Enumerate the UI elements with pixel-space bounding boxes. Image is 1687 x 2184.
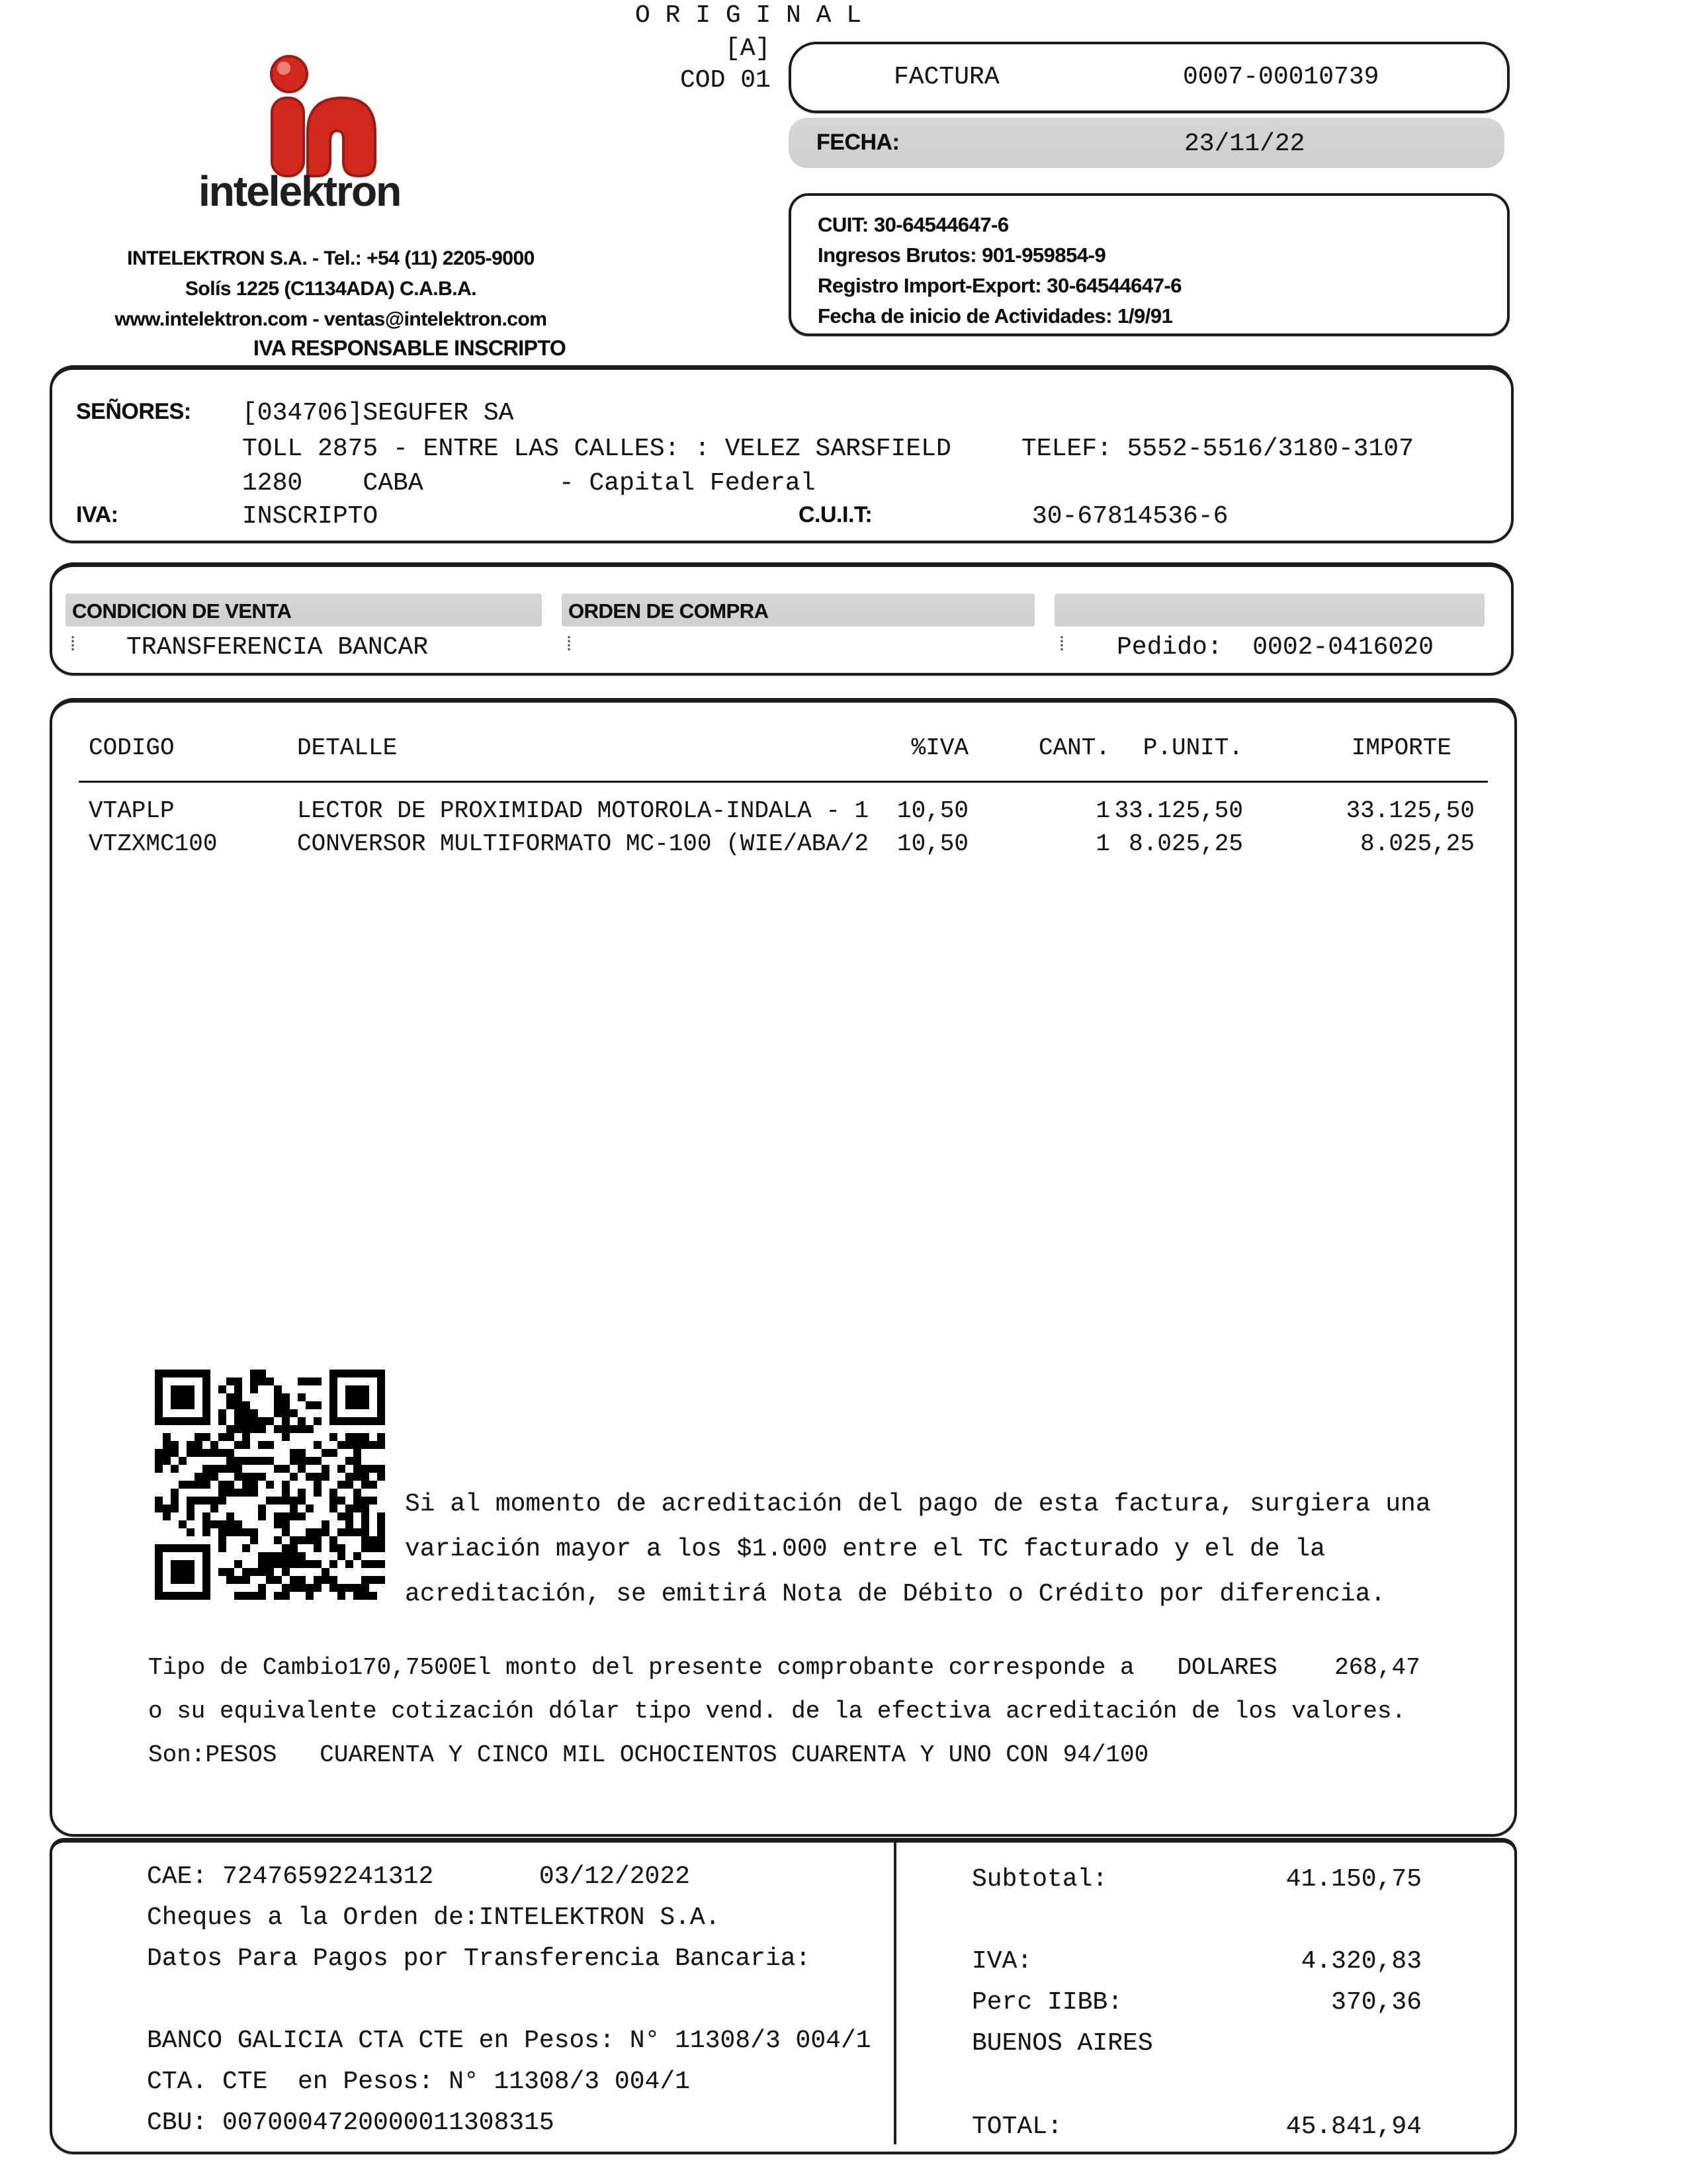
col-header-importe: IMPORTE: [1351, 734, 1451, 762]
pedido-band: [1055, 593, 1485, 627]
company-line-1: INTELEKTRON S.A. - Tel.: +54 (11) 2205-9000: [127, 247, 535, 269]
iva-total-value: 4.320,83: [1301, 1947, 1422, 1976]
customer-address: TOLL 2875 - ENTRE LAS CALLES: : VELEZ SARSFIELD: [242, 435, 951, 463]
iva-total-label: IVA:: [972, 1947, 1033, 1976]
footer-box: [50, 1838, 1517, 2154]
qr-note-line-2: variación mayor a los $1.000 entre el TC facturado y el de la: [405, 1535, 1326, 1563]
intelektron-logo-icon: [261, 54, 380, 180]
col-header-punit: P.UNIT.: [1143, 734, 1243, 762]
customer-cuit-value: 30-67814536-6: [1032, 502, 1229, 531]
company-tax-box: [789, 193, 1510, 336]
customer-name: [034706]SEGUFER SA: [242, 399, 514, 427]
col-header-iva: %IVA: [911, 734, 969, 762]
copy-type-original: O R I G I N A L: [635, 1, 862, 30]
senores-label: SEÑORES:: [76, 399, 191, 424]
cta-line: CTA. CTE en Pesos: N° 11308/3 004/1: [147, 2068, 690, 2096]
fecha-value: 23/11/22: [1184, 130, 1305, 158]
qr-code: [155, 1370, 385, 1600]
col-header-codigo: CODIGO: [89, 734, 175, 762]
exchange-line-1: Tipo de Cambio170,7500El monto del presente comprobante corresponde a DOLARES 268,47: [148, 1654, 1420, 1681]
item-codigo: VTAPLP: [89, 797, 175, 824]
condicion-label: CONDICION DE VENTA: [72, 599, 292, 623]
company-line-2: Solís 1225 (C1134ADA) C.A.B.A.: [185, 278, 477, 300]
item-codigo: VTZXMC100: [89, 830, 218, 857]
company-cuit: CUIT: 30-64544647-6: [818, 213, 1009, 236]
customer-cuit-label: C.U.I.T:: [799, 502, 873, 527]
invoice-number-box: [789, 42, 1510, 113]
col-header-cant: CANT.: [1038, 734, 1110, 762]
item-iva: 10,50: [896, 797, 969, 824]
item-cant: 1: [1096, 830, 1110, 857]
qr-note-line-1: Si al momento de acreditación del pago de esta factura, surgiera una: [405, 1490, 1431, 1518]
fecha-band: [789, 118, 1504, 168]
invoice-cod: COD 01: [680, 66, 771, 95]
orden-band: [562, 593, 1035, 627]
pedido-value: Pedido: 0002-0416020: [1117, 633, 1434, 662]
invoice-number: 0007-00010739: [1183, 63, 1379, 91]
header-rule: [79, 781, 1488, 783]
subtotal-value: 41.150,75: [1285, 1865, 1422, 1894]
cheques-line: Cheques a la Orden de:INTELEKTRON S.A.: [147, 1903, 720, 1932]
customer-telef: TELEF: 5552-5516/3180-3107: [1021, 435, 1414, 463]
items-box: [50, 698, 1517, 1837]
customer-city: 1280 CABA - Capital Federal: [242, 469, 816, 498]
amount-in-words: Son:PESOS CUARENTA Y CINCO MIL OCHOCIENTOS CUARENTA Y UNO CON 94/100: [148, 1741, 1149, 1769]
tick-mark: ⁞: [67, 634, 79, 657]
company-inicio: Fecha de inicio de Actividades: 1/9/91: [818, 304, 1173, 328]
customer-iva-label: IVA:: [76, 502, 118, 527]
qr-note-line-3: acreditación, se emitirá Nota de Débito o Crédito por diferencia.: [405, 1580, 1386, 1608]
condicion-band: [65, 593, 542, 627]
perc-iibb-value: 370,36: [1331, 1988, 1422, 2017]
sale-terms-box: [50, 562, 1514, 676]
iva-status: IVA RESPONSABLE INSCRIPTO: [253, 336, 566, 360]
item-detalle: CONVERSOR MULTIFORMATO MC-100 (WIE/ABA/2: [297, 830, 869, 857]
invoice-type-label: FACTURA: [894, 63, 1000, 91]
item-detalle: LECTOR DE PROXIMIDAD MOTOROLA-INDALA - 1: [297, 797, 869, 824]
condicion-value: TRANSFERENCIA BANCAR: [126, 633, 429, 662]
datos-line: Datos Para Pagos por Transferencia Bancaria:: [147, 1944, 811, 1973]
perc-region: BUENOS AIRES: [972, 2029, 1153, 2058]
subtotal-label: Subtotal:: [972, 1865, 1108, 1894]
tick-mark: ⁞: [563, 634, 576, 657]
perc-iibb-label: Perc IIBB:: [972, 1988, 1123, 2017]
item-punit: 8.025,25: [1129, 830, 1243, 857]
item-cant: 1: [1096, 797, 1110, 824]
banco-line: BANCO GALICIA CTA CTE en Pesos: N° 11308/3 004/1: [147, 2027, 871, 2055]
company-line-3: www.intelektron.com - ventas@intelektron.com: [114, 308, 547, 330]
cae-line: CAE: 72476592241312 03/12/2022: [147, 1862, 690, 1891]
exchange-line-2: o su equivalente cotización dólar tipo vend. de la efectiva acreditación de los valores.: [148, 1698, 1406, 1725]
total-label: TOTAL:: [972, 2113, 1062, 2141]
tick-mark: ⁞: [1056, 634, 1068, 657]
fecha-label: FECHA:: [816, 130, 900, 155]
item-iva: 10,50: [896, 830, 969, 857]
total-value: 45.841,94: [1285, 2113, 1422, 2141]
footer-divider: [894, 1843, 896, 2144]
item-importe: 8.025,25: [1360, 830, 1475, 857]
item-importe: 33.125,50: [1346, 797, 1475, 824]
company-info: [99, 243, 562, 335]
col-header-detalle: DETALLE: [297, 734, 398, 762]
company-registro: Registro Import-Export: 30-64544647-6: [818, 274, 1182, 297]
customer-iva-value: INSCRIPTO: [242, 502, 378, 531]
invoice-letter: [A]: [725, 34, 771, 63]
orden-label: ORDEN DE COMPRA: [568, 599, 769, 623]
item-punit: 33.125,50: [1114, 797, 1243, 824]
cbu-line: CBU: 0070004720000011308315: [147, 2109, 554, 2137]
company-iibb: Ingresos Brutos: 901-959854-9: [818, 243, 1106, 267]
customer-box: [50, 365, 1514, 543]
company-wordmark: intelektron: [198, 167, 401, 215]
